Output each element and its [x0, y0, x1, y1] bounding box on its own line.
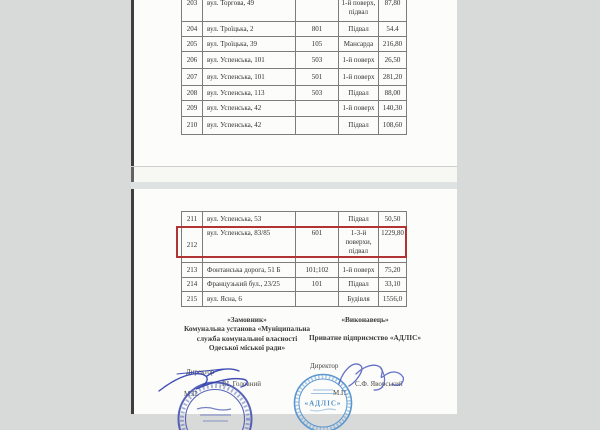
floor-cell: 1-3-й поверхи, підвал: [339, 228, 379, 263]
customer-block: [181, 315, 313, 353]
scanned-page-1: [131, 0, 457, 167]
signer-name-right: С.Ф. Яворський: [355, 380, 403, 388]
address-cell: вул. Троїцька, 2: [203, 22, 296, 37]
customer-line-3: Одеської міської ради»: [181, 343, 313, 352]
premise-number-cell: 601: [296, 228, 339, 263]
mp-label-right: М.П.: [333, 389, 348, 397]
area-cell: 1229,80: [379, 228, 407, 263]
executor-name: Приватне підприємство «АДЛІС»: [305, 333, 425, 342]
floor-cell: Підвал: [339, 86, 379, 101]
area-cell: 281,20: [379, 69, 407, 86]
table-row: [182, 278, 407, 292]
customer-line-2: служба комунальної власності: [181, 334, 313, 343]
premise-number-cell: 801: [296, 22, 339, 37]
premise-number-cell: [296, 292, 339, 307]
premise-number-cell: 503: [296, 52, 339, 69]
row-number-cell: 205: [182, 37, 203, 52]
table-row: [182, 0, 407, 22]
row-number-cell: 203: [182, 0, 203, 22]
area-cell: 26,50: [379, 52, 407, 69]
premise-number-cell: 105: [296, 37, 339, 52]
row-number-cell: 209: [182, 101, 203, 117]
floor-cell: 1-й поверх: [339, 263, 379, 278]
under-sheet-edge: [131, 167, 457, 182]
floor-cell: Підвал: [339, 22, 379, 37]
table-row: [182, 22, 407, 37]
row-number-cell: 206: [182, 52, 203, 69]
area-cell: 54.4: [379, 22, 407, 37]
premise-number-cell: 503: [296, 86, 339, 101]
customer-line-1: Комунальна установа «Муніципальна: [181, 324, 313, 333]
row-number-cell: 215: [182, 292, 203, 307]
signer-name-left: Р.І. Головний: [222, 380, 261, 388]
table-row: [182, 263, 407, 278]
address-cell: вул. Ясна, 6: [203, 292, 296, 307]
page-left-edge-shadow: [131, 189, 134, 414]
signature-right: [281, 357, 416, 399]
director-label-left: Директор: [186, 368, 214, 376]
row-number-cell: 212: [182, 228, 203, 263]
table-row: [182, 37, 407, 52]
red-highlight-box-row-212: [176, 226, 407, 258]
floor-cell: Будівля: [339, 292, 379, 307]
table-row: [182, 52, 407, 69]
premise-number-cell: [296, 101, 339, 117]
area-cell: 216,80: [379, 37, 407, 52]
area-cell: 87,80: [379, 0, 407, 22]
floor-cell: Підвал: [339, 117, 379, 135]
area-cell: 50,50: [379, 212, 407, 228]
executor-label: «Виконавець»: [305, 315, 425, 324]
stamp-adlis-text: «АДЛІС»: [305, 400, 342, 408]
floor-cell: 1-й поверх: [339, 101, 379, 117]
floor-cell: 1-й поверх: [339, 52, 379, 69]
floor-cell: 1-й поверх: [339, 69, 379, 86]
premises-table-page1: [181, 0, 407, 135]
premises-table-body-1: [182, 0, 407, 135]
table-row: [182, 292, 407, 307]
address-cell: Французький бул., 23/25: [203, 278, 296, 292]
area-cell: 1556,0: [379, 292, 407, 307]
area-cell: 140,30: [379, 101, 407, 117]
address-cell: вул. Успенська, 101: [203, 69, 296, 86]
address-cell: вул. Успенська, 42: [203, 117, 296, 135]
area-cell: 75,20: [379, 263, 407, 278]
floor-cell: Мансарда: [339, 37, 379, 52]
address-cell: вул. Успенська, 101: [203, 52, 296, 69]
area-cell: 88,00: [379, 86, 407, 101]
table-row: [182, 69, 407, 86]
floor-cell: Підвал: [339, 212, 379, 228]
address-cell: вул. Успенська, 83/85: [203, 228, 296, 263]
floor-cell: 1-й поверх, підвал: [339, 0, 379, 22]
under-sheet-left-edge: [131, 167, 134, 182]
premise-number-cell: 501: [296, 69, 339, 86]
address-cell: вул. Торгова, 49: [203, 0, 296, 22]
mp-label-left: М.П.: [184, 390, 199, 398]
address-cell: Фонтанська дорога, 51 Б: [203, 263, 296, 278]
row-number-cell: 213: [182, 263, 203, 278]
scanned-page-2: [131, 189, 457, 414]
address-cell: вул. Успенська, 113: [203, 86, 296, 101]
area-cell: 108,60: [379, 117, 407, 135]
row-number-cell: 208: [182, 86, 203, 101]
premise-number-cell: 101: [296, 278, 339, 292]
row-number-cell: 210: [182, 117, 203, 135]
premise-number-cell: [296, 0, 339, 22]
row-number-cell: 214: [182, 278, 203, 292]
premise-number-cell: [296, 117, 339, 135]
customer-label: «Замовник»: [181, 315, 313, 324]
executor-block: [305, 315, 425, 343]
address-cell: вул. Успенська, 42: [203, 101, 296, 117]
signature-left: [149, 365, 279, 399]
page-left-edge-shadow: [131, 0, 134, 166]
floor-cell: Підвал: [339, 278, 379, 292]
area-cell: 33,10: [379, 278, 407, 292]
page-gap-band: [131, 182, 457, 189]
row-number-cell: 204: [182, 22, 203, 37]
table-row: [182, 117, 407, 135]
premise-number-cell: 101;102: [296, 263, 339, 278]
address-cell: вул. Троїцька, 39: [203, 37, 296, 52]
address-cell: вул. Успенська, 53: [203, 212, 296, 228]
director-label-right: Директор: [310, 362, 338, 370]
row-number-cell: 211: [182, 212, 203, 228]
table-row: [182, 86, 407, 101]
table-row: [182, 101, 407, 117]
row-number-cell: 207: [182, 69, 203, 86]
